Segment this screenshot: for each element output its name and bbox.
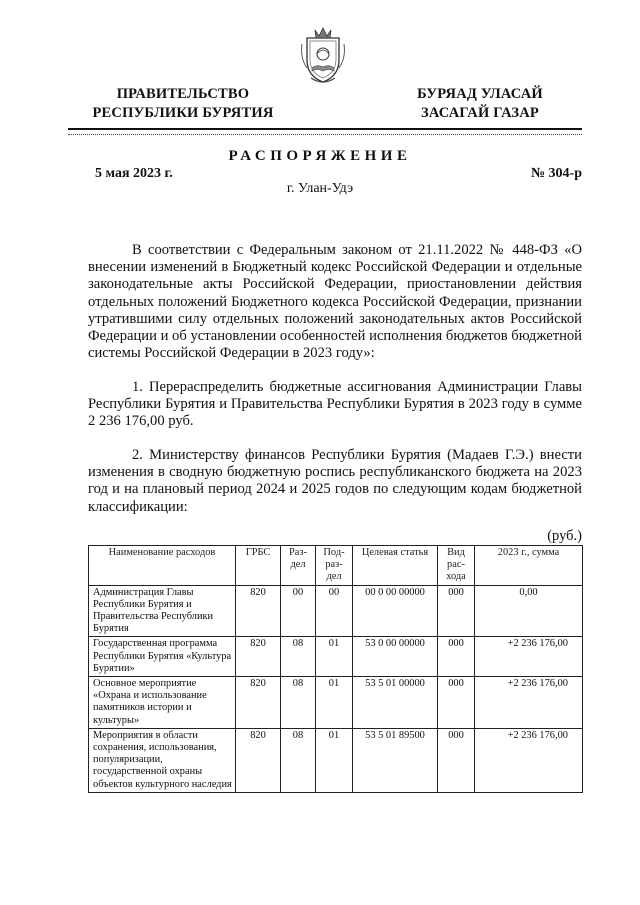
clause-2-paragraph: 2. Министерству финансов Республики Бурятия (Мадаев Г.Э.) внести изменения в сводную бюджетную роспись республиканского бюджета на 2023 год и на плановый период 2024 и 2025 годов по следующим кодам бюджетной классификации: xyxy=(88,447,582,515)
cell-grbs: 820 xyxy=(236,585,281,637)
table-row xyxy=(89,637,583,677)
header-amount-2023: 2023 г., сумма xyxy=(475,546,583,586)
cell-section: 08 xyxy=(281,728,316,792)
table-header-row xyxy=(89,546,583,586)
currency-unit-label: (руб.) xyxy=(547,528,582,544)
cell-subsection: 01 xyxy=(316,637,353,677)
cell-target-article: 53 5 01 89500 xyxy=(353,728,438,792)
header-divider-thick xyxy=(68,128,582,130)
issuer-line-1: ПРАВИТЕЛЬСТВО xyxy=(116,86,250,102)
cell-target-article: 00 0 00 00000 xyxy=(353,585,438,637)
cell-grbs: 820 xyxy=(236,728,281,792)
cell-section: 08 xyxy=(281,637,316,677)
table-row xyxy=(89,585,583,637)
header-section: Раз-дел xyxy=(281,546,316,586)
cell-expense-type: 000 xyxy=(438,728,475,792)
cell-expense-type: 000 xyxy=(438,585,475,637)
coat-of-arms-emblem xyxy=(297,24,349,86)
table-row xyxy=(89,728,583,792)
issuer-header-buryat xyxy=(380,85,580,123)
header-grbs: ГРБС xyxy=(236,546,281,586)
clause-1-paragraph: 1. Перераспределить бюджетные ассигнования Администрации Главы Республики Бурятия и Правительства Республики Бурятия в 2023 году в сумме 2 236 176,00 руб. xyxy=(88,379,582,430)
cell-amount: +2 236 176,00 xyxy=(475,677,583,729)
issuer-buryat-line-2: ЗАСАГАЙ ГАЗАР xyxy=(421,105,539,121)
issuer-header-russian xyxy=(68,85,298,123)
document-city: г. Улан-Удэ xyxy=(286,181,354,196)
budget-classification-table xyxy=(88,545,583,793)
cell-expense-type: 000 xyxy=(438,677,475,729)
cell-amount: +2 236 176,00 xyxy=(475,728,583,792)
preamble-paragraph: В соответствии с Федеральным законом от 21.11.2022 № 448-ФЗ «О внесении изменений в Бюджетный кодекс Российской Федерации и отдельные законодательные акты Российской Федерации, приостановлении действия отдельных положений Бюджетного кодекса Российской Федерации, признании утратившими силу отдельных положений законодательных актов Российской Федерации и об установлении особенностей исполнения бюджетов бюджетной системы Российской Федерации в 2023 году»: xyxy=(88,242,582,362)
cell-section: 08 xyxy=(281,677,316,729)
cell-target-article: 53 5 01 00000 xyxy=(353,677,438,729)
table-row xyxy=(89,677,583,729)
header-expense-name: Наименование расходов xyxy=(89,546,236,586)
document-title: РАСПОРЯЖЕНИЕ xyxy=(228,148,412,164)
header-subsection: Под-раз-дел xyxy=(316,546,353,586)
cell-subsection: 01 xyxy=(316,728,353,792)
cell-subsection: 01 xyxy=(316,677,353,729)
cell-target-article: 53 0 00 00000 xyxy=(353,637,438,677)
cell-expense-name: Мероприятия в области сохранения, использования, популяризации, государственной охраны объектов культурного наследия xyxy=(89,728,236,792)
cell-amount: +2 236 176,00 xyxy=(475,637,583,677)
document-date: 5 мая 2023 г. xyxy=(95,166,173,181)
cell-amount: 0,00 xyxy=(475,585,583,637)
cell-expense-name: Государственная программа Республики Бурятия «Культура Бурятии» xyxy=(89,637,236,677)
issuer-line-2: РЕСПУБЛИКИ БУРЯТИЯ xyxy=(92,105,274,121)
cell-expense-name: Основное мероприятие «Охрана и использование памятников истории и культуры» xyxy=(89,677,236,729)
issuer-buryat-line-1: БУРЯАД УЛАСАЙ xyxy=(417,86,543,102)
document-number: № 304-р xyxy=(530,166,582,181)
cell-subsection: 00 xyxy=(316,585,353,637)
cell-expense-name: Администрация Главы Республики Бурятия и Правительства Республики Бурятия xyxy=(89,585,236,637)
cell-grbs: 820 xyxy=(236,677,281,729)
cell-grbs: 820 xyxy=(236,637,281,677)
header-target-article: Целевая статья xyxy=(353,546,438,586)
header-expense-type: Вид рас-хода xyxy=(438,546,475,586)
cell-section: 00 xyxy=(281,585,316,637)
cell-expense-type: 000 xyxy=(438,637,475,677)
header-divider-dotted xyxy=(68,134,582,135)
